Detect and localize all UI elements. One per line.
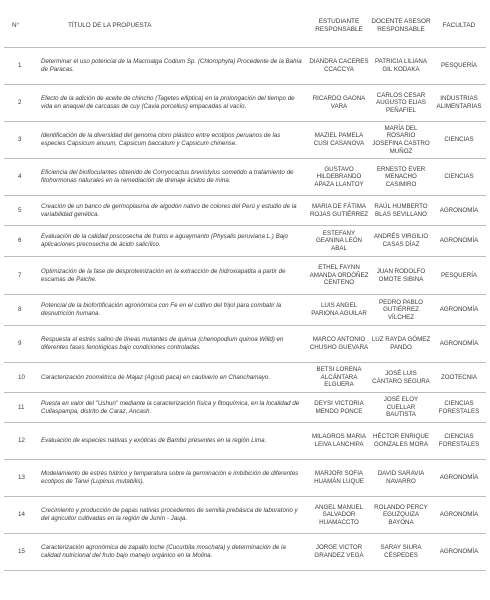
row-teacher: SARAY SIURA CÉSPEDES [380,544,422,559]
row-teacher: ROLANDO PERCY EGUZQUIZA BAYONA [374,503,428,526]
row-faculty: AGRONOMÍA [439,548,479,556]
row-faculty: PESQUERÍA [440,271,478,279]
table-row [4,295,486,326]
row-student: DIANDRA CACERES CCACCYA [309,58,369,73]
table-row [4,226,486,257]
row-number: 5 [18,206,22,214]
row-number: 11 [18,403,25,411]
row-teacher: ANDRÉS VIRGILIO CASAS DÍAZ [373,233,429,248]
table-row [4,393,486,423]
header-row [4,4,486,48]
table-row [4,460,486,497]
table-row [4,196,486,226]
row-faculty: PESQUERÍA [440,62,478,70]
row-title: Evaluación de la calidad poscosecha de frutos e aguaymanto (Physalis peruviana L.) Bajo aplicaciones precosecha de ácido salicílico. [41,233,288,248]
row-faculty: AGRONOMÍA [439,511,479,519]
row-title: Identificación de la diversidad del genoma cloro plástico entre ecotipos peruanos de las especies Capsicum anuum, Capsicum baccatum y Capsicum chinense. [41,132,281,147]
row-faculty: AGRONOMÍA [439,206,479,214]
row-title: Caracterización zoométrica de Majaz (Agouti paca) en cautiverio en Chanchamayo. [41,373,271,381]
row-number: 10 [18,373,25,381]
table-body [4,48,486,571]
row-teacher: PEDRO PABLO GUTIÉRREZ VÍLCHEZ [379,298,423,321]
row-teacher: JUAN RODOLFO OMOTE SIBINA [376,267,426,283]
row-student: ANGEL MANUEL SALVADOR HUAMACCTO [314,503,364,526]
row-teacher: JOSÉ LUIS CÁNTARO SEGURA [372,369,430,385]
row-title: Crecimiento y producción de papas nativas procedentes de semilla prebásica de laboratorio y del agricultor cultivadas en la región de Junín - Jauja. [41,507,298,522]
table-row [4,257,486,295]
row-title: Efecto de la adición de aceite de chincho (Tagetes elliptica) en la prolongación del tiempo de vida en anaquel de carcasas de cuy (Cavia porcellus) empacadas al vacío. [41,95,295,110]
row-student: MAZIEL PAMELA CUSI CASANOVA [313,132,365,147]
row-title: Evaluación de especies nativas y exóticas de Bambú presentes en la región Lima. [41,437,267,445]
row-student: MILAGROS MARIA LEIVA LANCHIPA [312,433,366,448]
row-student: ETHEL FAYNN AMANDA ORDÓÑEZ CENTENO [309,264,369,287]
proposals-table [4,4,486,571]
row-student: LUIS ANGEL PARIONA AGUILAR [311,302,367,317]
table-row [4,423,486,460]
header-teacher: DOCENTE ASESOR RESPONSABLE [371,17,431,33]
row-student: JORGE VICTOR GRANDEZ VEGA [314,544,364,559]
row-student: MARJORI SOFIA HUAMÁN LUQUE [314,470,364,485]
row-number: 2 [18,99,22,107]
table-row [4,122,486,159]
row-student: ESTEFANY GEANINA LEÓN ABAL [315,229,363,252]
row-teacher: CARLOS CESAR AUGUSTO ELIAS PEÑAFIEL [376,91,426,114]
row-title: Eficiencia del biofloculantes obtenido de Corryocactus brevistylus sometido a tratamiento de fitohormonas naturales en la remediación de drenaje ácidos de mina. [41,169,294,184]
row-teacher: LUZ RAYDA GÓMEZ PANDO [371,336,431,351]
row-faculty: ZOOTECNIA [440,373,478,381]
row-number: 1 [18,62,22,70]
proposals-table-container [4,4,486,571]
table-row [4,326,486,363]
row-number: 13 [18,474,25,482]
table-row [4,48,486,85]
row-faculty: AGRONOMÍA [439,340,479,348]
table-row [4,497,486,534]
row-teacher: PATRICIA LILIANA GIL KODAKA [374,58,428,73]
table-header [4,4,486,48]
row-title: Optimización de la fase de desproteinización en la extracción de hidroxiapatita a partir de escamas de Paiche. [41,267,286,283]
row-number: 9 [18,340,22,348]
table-row [4,85,486,122]
row-student: DEYSI VICTORIA MENDO PONCE [314,399,364,415]
header-number: N° [12,21,20,29]
row-title: Determinar el uso potencial de la Macroalga Codium Sp. (Chlorophyta) Procedente de la Bahía de Paracas. [41,58,302,73]
header-title: TÍTULO DE LA PROPUESTA [68,21,152,29]
row-student: GUSTAVO HILDEBRANDO APAZA LLANTOY [314,165,364,188]
row-teacher: ERNESTO EVER MENACHO CASIMIRO [376,165,426,188]
row-teacher: MARÍA DEL ROSARIO JOSEFINA CASTRO MUÑOZ [372,124,430,155]
row-number: 4 [18,173,22,181]
header-student: ESTUDIANTE RESPONSABLE [315,17,363,33]
row-faculty: CIENCIAS [444,136,474,144]
row-teacher: JOSÉ ELOY CUELLAR BAUTISTA [383,396,419,419]
row-faculty: CIENCIAS FORESTALES [438,399,480,415]
header-faculty: FACULTAD [442,21,476,29]
row-student: MARCO ANTONIO CHUSHO GUEVARA [309,336,369,351]
row-title: Respuesta al estrés salino de líneas mutantes de quinua (chenopodium quinoa Willd) en diferentes fases fenológicas bajo condiciones controladas. [41,336,284,351]
row-title: Caracterización agronómica de zapallo loche (Cucurbita moschata) y determinación de la calidad nutricional del fruto bajo manejo orgánico en la Molina. [41,544,286,559]
row-number: 3 [18,136,22,144]
row-title: Creación de un banco de germoplasma de algodón nativo de colores del Perú y estudio de la variabilidad genética. [41,202,297,218]
row-faculty: AGRONOMÍA [439,306,479,314]
row-faculty: AGRONOMÍA [439,474,479,482]
row-number: 12 [18,437,25,445]
row-title: Potencial de la biofortificación agronómica con Fe en el cultivo del frijol para combatir la desnutrición humana. [41,302,282,317]
row-faculty: AGRONOMÍA [439,237,479,245]
row-faculty: CIENCIAS [444,173,474,181]
row-teacher: RAÚL HUMBERTO BLAS SEVILLANO [374,202,428,218]
table-row [4,363,486,393]
table-row [4,534,486,571]
row-student: RICARDO GAONA VARA [312,95,366,110]
row-number: 8 [18,306,22,314]
row-teacher: HÉCTOR ENRIQUE GONZALES MORA [373,433,429,448]
row-title: Puesta en valor del "Ushun" mediante la caracterización física y fitoquímica, en la localidad de Cullaspampa, distrito de Caraz, Ancash. [41,399,300,415]
table-row [4,159,486,196]
row-student: BETSI LORENA ALCÁNTARA ELGUERA [316,366,362,389]
row-number: 7 [18,271,22,279]
row-faculty: CIENCIAS FORESTALES [438,433,480,448]
row-number: 14 [18,511,25,519]
row-student: MARIA DE FÁTIMA ROJAS GUTIÉRREZ [309,202,369,218]
row-faculty: INDUSTRIAS ALIMENTARIAS [436,95,482,110]
row-number: 15 [18,548,25,556]
row-teacher: DAVID SARAVIA NAVARRO [377,470,425,485]
row-title: Modelamiento de estrés hídrico y temperatura sobre la germinación e imbibición de diferentes ecotipos de Tarwi (Lupinus mutabilis). [41,470,299,485]
row-number: 6 [18,237,22,245]
